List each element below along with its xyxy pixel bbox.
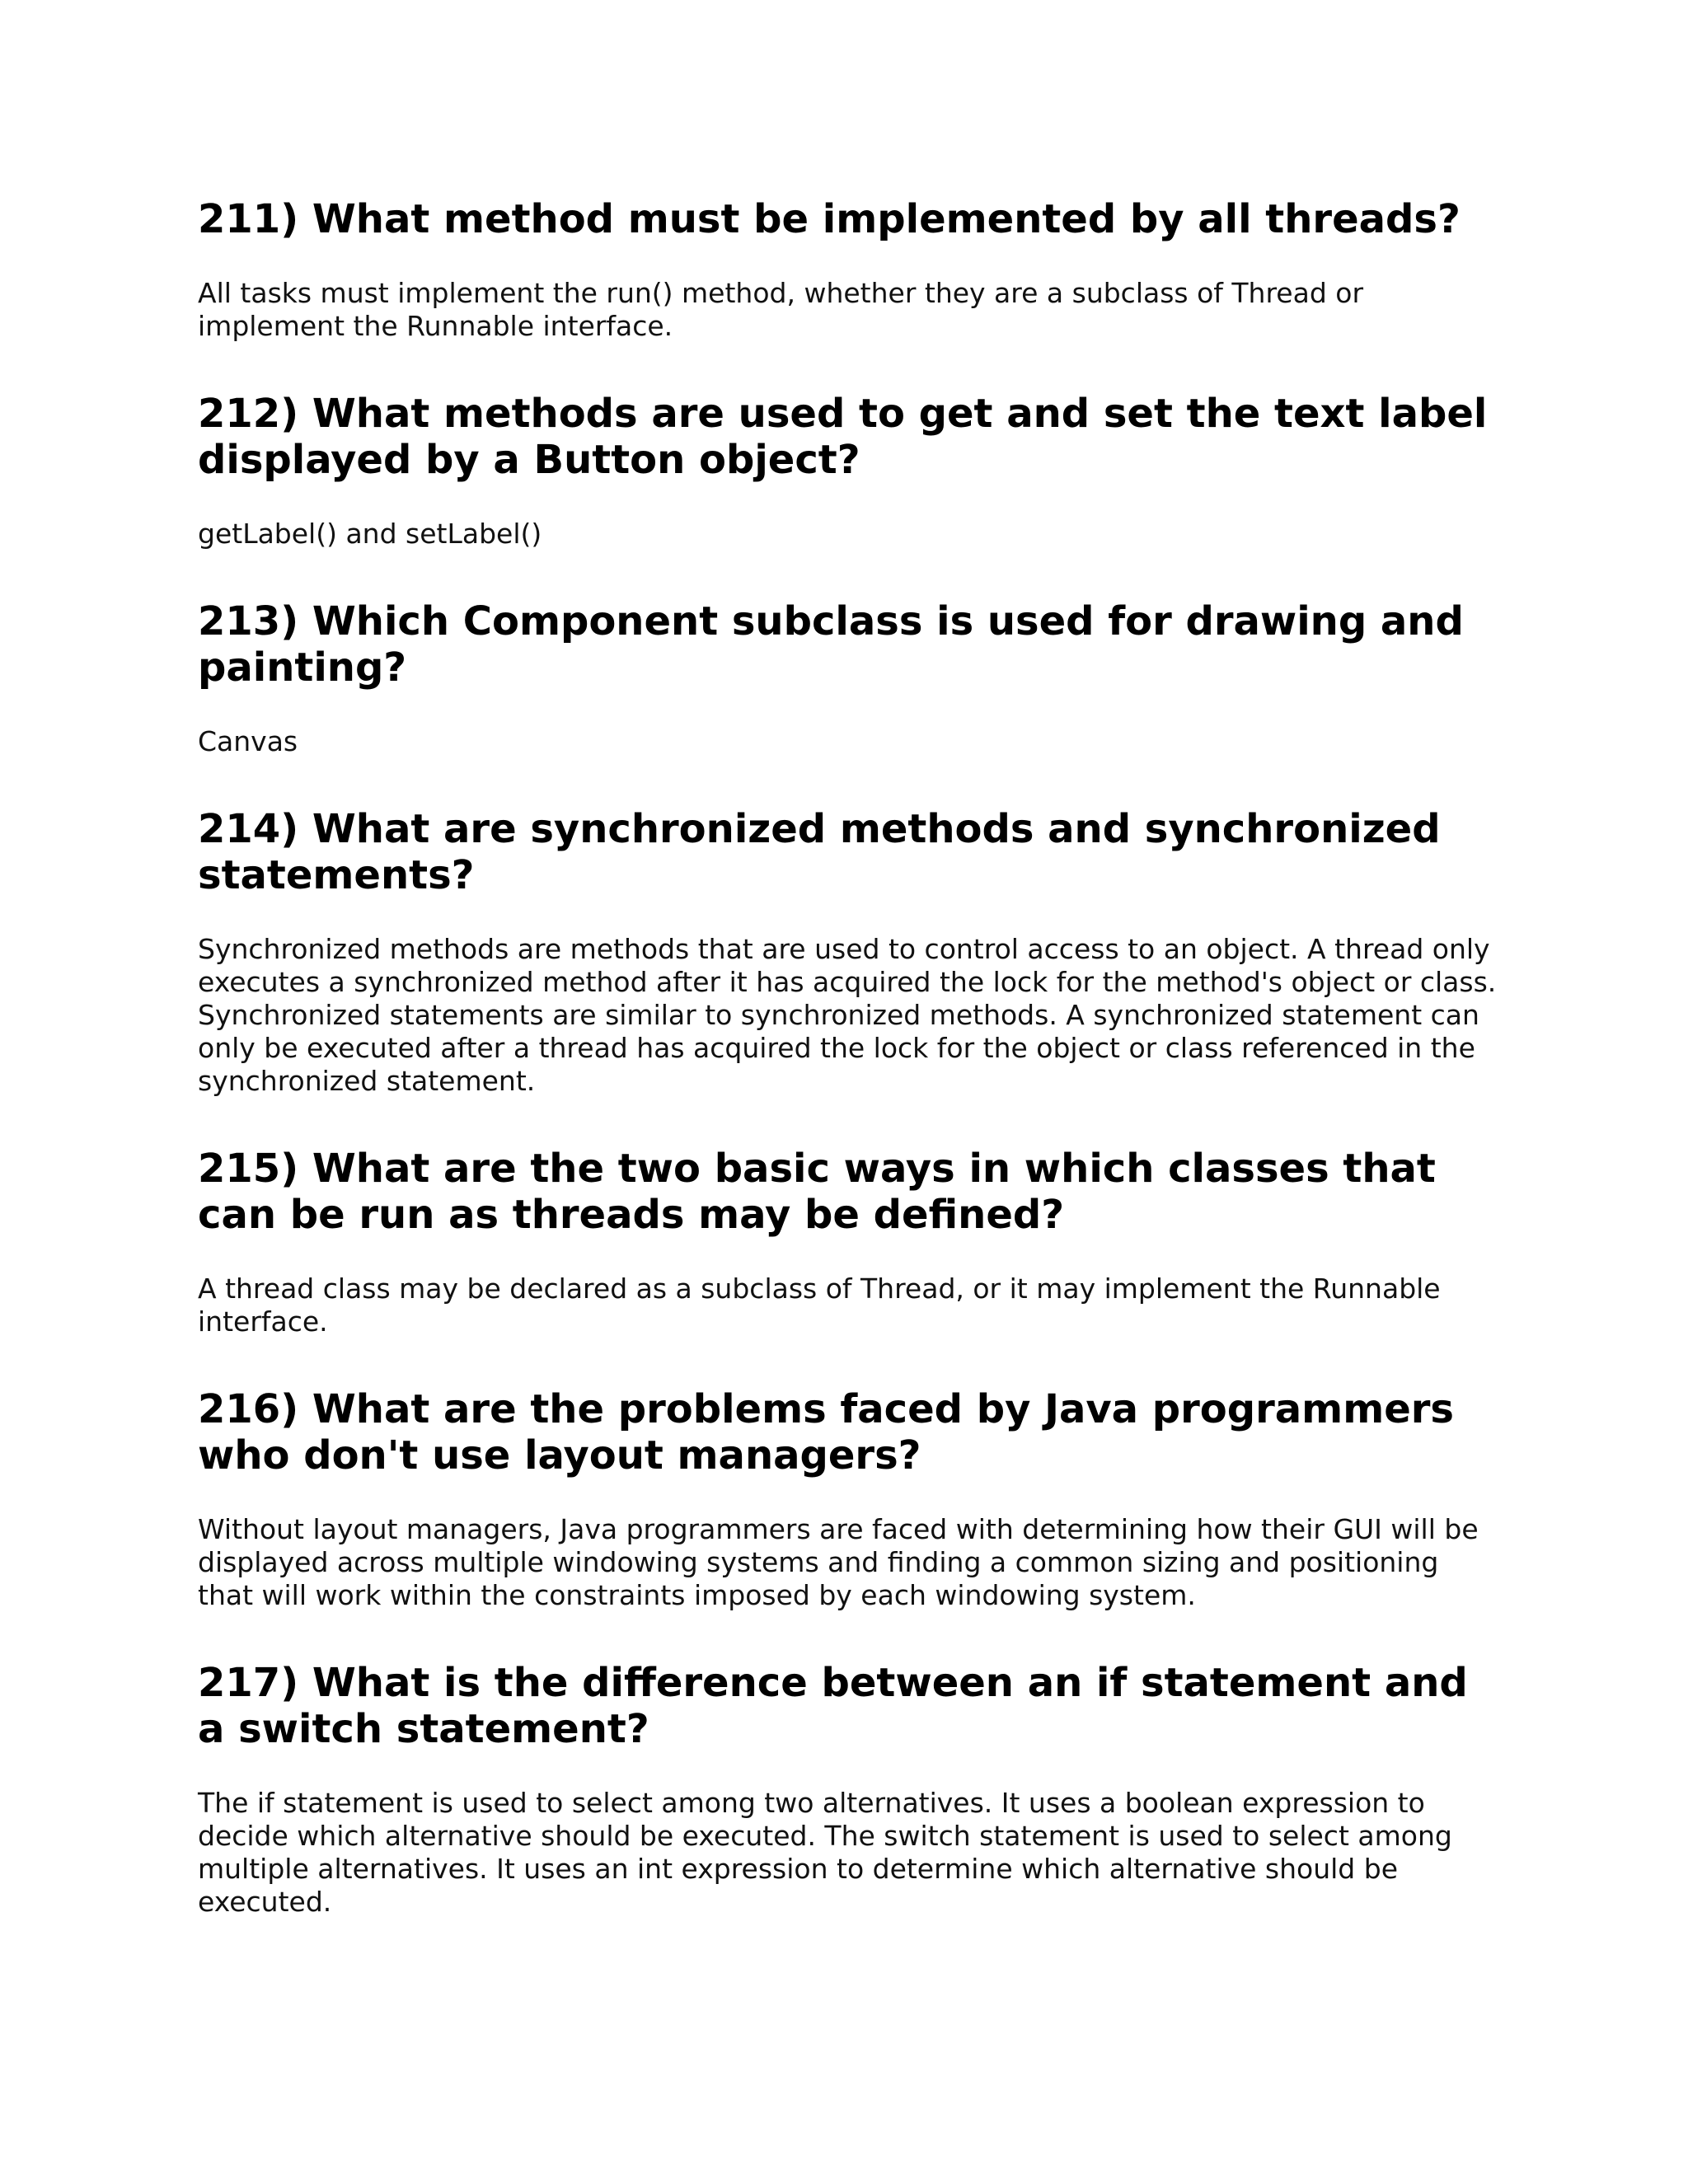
- qa-item-211: [198, 196, 1500, 343]
- answer-text: Synchronized methods are methods that are used to control access to an object. A thread only executes a synchronized method after it has acquired the lock for the method's object or class. Synchronized statements are similar to synchronized methods. A synchronized statement can only be executed after a thread has acquired the lock for the object or class referenced in the synchronized statement.: [198, 933, 1497, 1097]
- qa-item-213: [198, 598, 1500, 758]
- qa-item-217: [198, 1660, 1500, 1919]
- qa-item-214: [198, 806, 1500, 1098]
- question-heading: 214) What are synchronized methods and synchronized statements?: [198, 806, 1441, 898]
- question-heading: 212) What methods are used to get and set the text label displayed by a Button object?: [198, 391, 1488, 483]
- question-heading: 211) What method must be implemented by all threads?: [198, 196, 1461, 242]
- qa-item-215: [198, 1146, 1500, 1338]
- answer-text: All tasks must implement the run() method, whether they are a subclass of Thread or implement the Runnable interface.: [198, 277, 1364, 342]
- answer-text: A thread class may be declared as a subclass of Thread, or it may implement the Runnable interface.: [198, 1272, 1441, 1338]
- question-heading: 213) Which Component subclass is used for drawing and painting?: [198, 598, 1464, 691]
- qa-item-212: [198, 391, 1500, 551]
- question-heading: 215) What are the two basic ways in which classes that can be run as threads may be defined?: [198, 1146, 1436, 1238]
- question-heading: 217) What is the difference between an if statement and a switch statement?: [198, 1660, 1468, 1752]
- answer-text: Canvas: [198, 725, 298, 757]
- answer-text: Without layout managers, Java programmers are faced with determining how their GUI will be displayed across multiple windowing systems and finding a common sizing and positioning that will work within the constraints imposed by each windowing system.: [198, 1513, 1479, 1611]
- qa-list: [198, 196, 1500, 1966]
- question-heading: 216) What are the problems faced by Java programmers who don't use layout managers?: [198, 1386, 1454, 1479]
- answer-text: The if statement is used to select among two alternatives. It uses a boolean expression to decide which alternative should be executed. The switch statement is used to select among multiple alternatives. It uses an int expression to determine which alternative should be executed.: [198, 1787, 1452, 1918]
- answer-text: getLabel() and setLabel(): [198, 518, 542, 550]
- qa-item-216: [198, 1386, 1500, 1612]
